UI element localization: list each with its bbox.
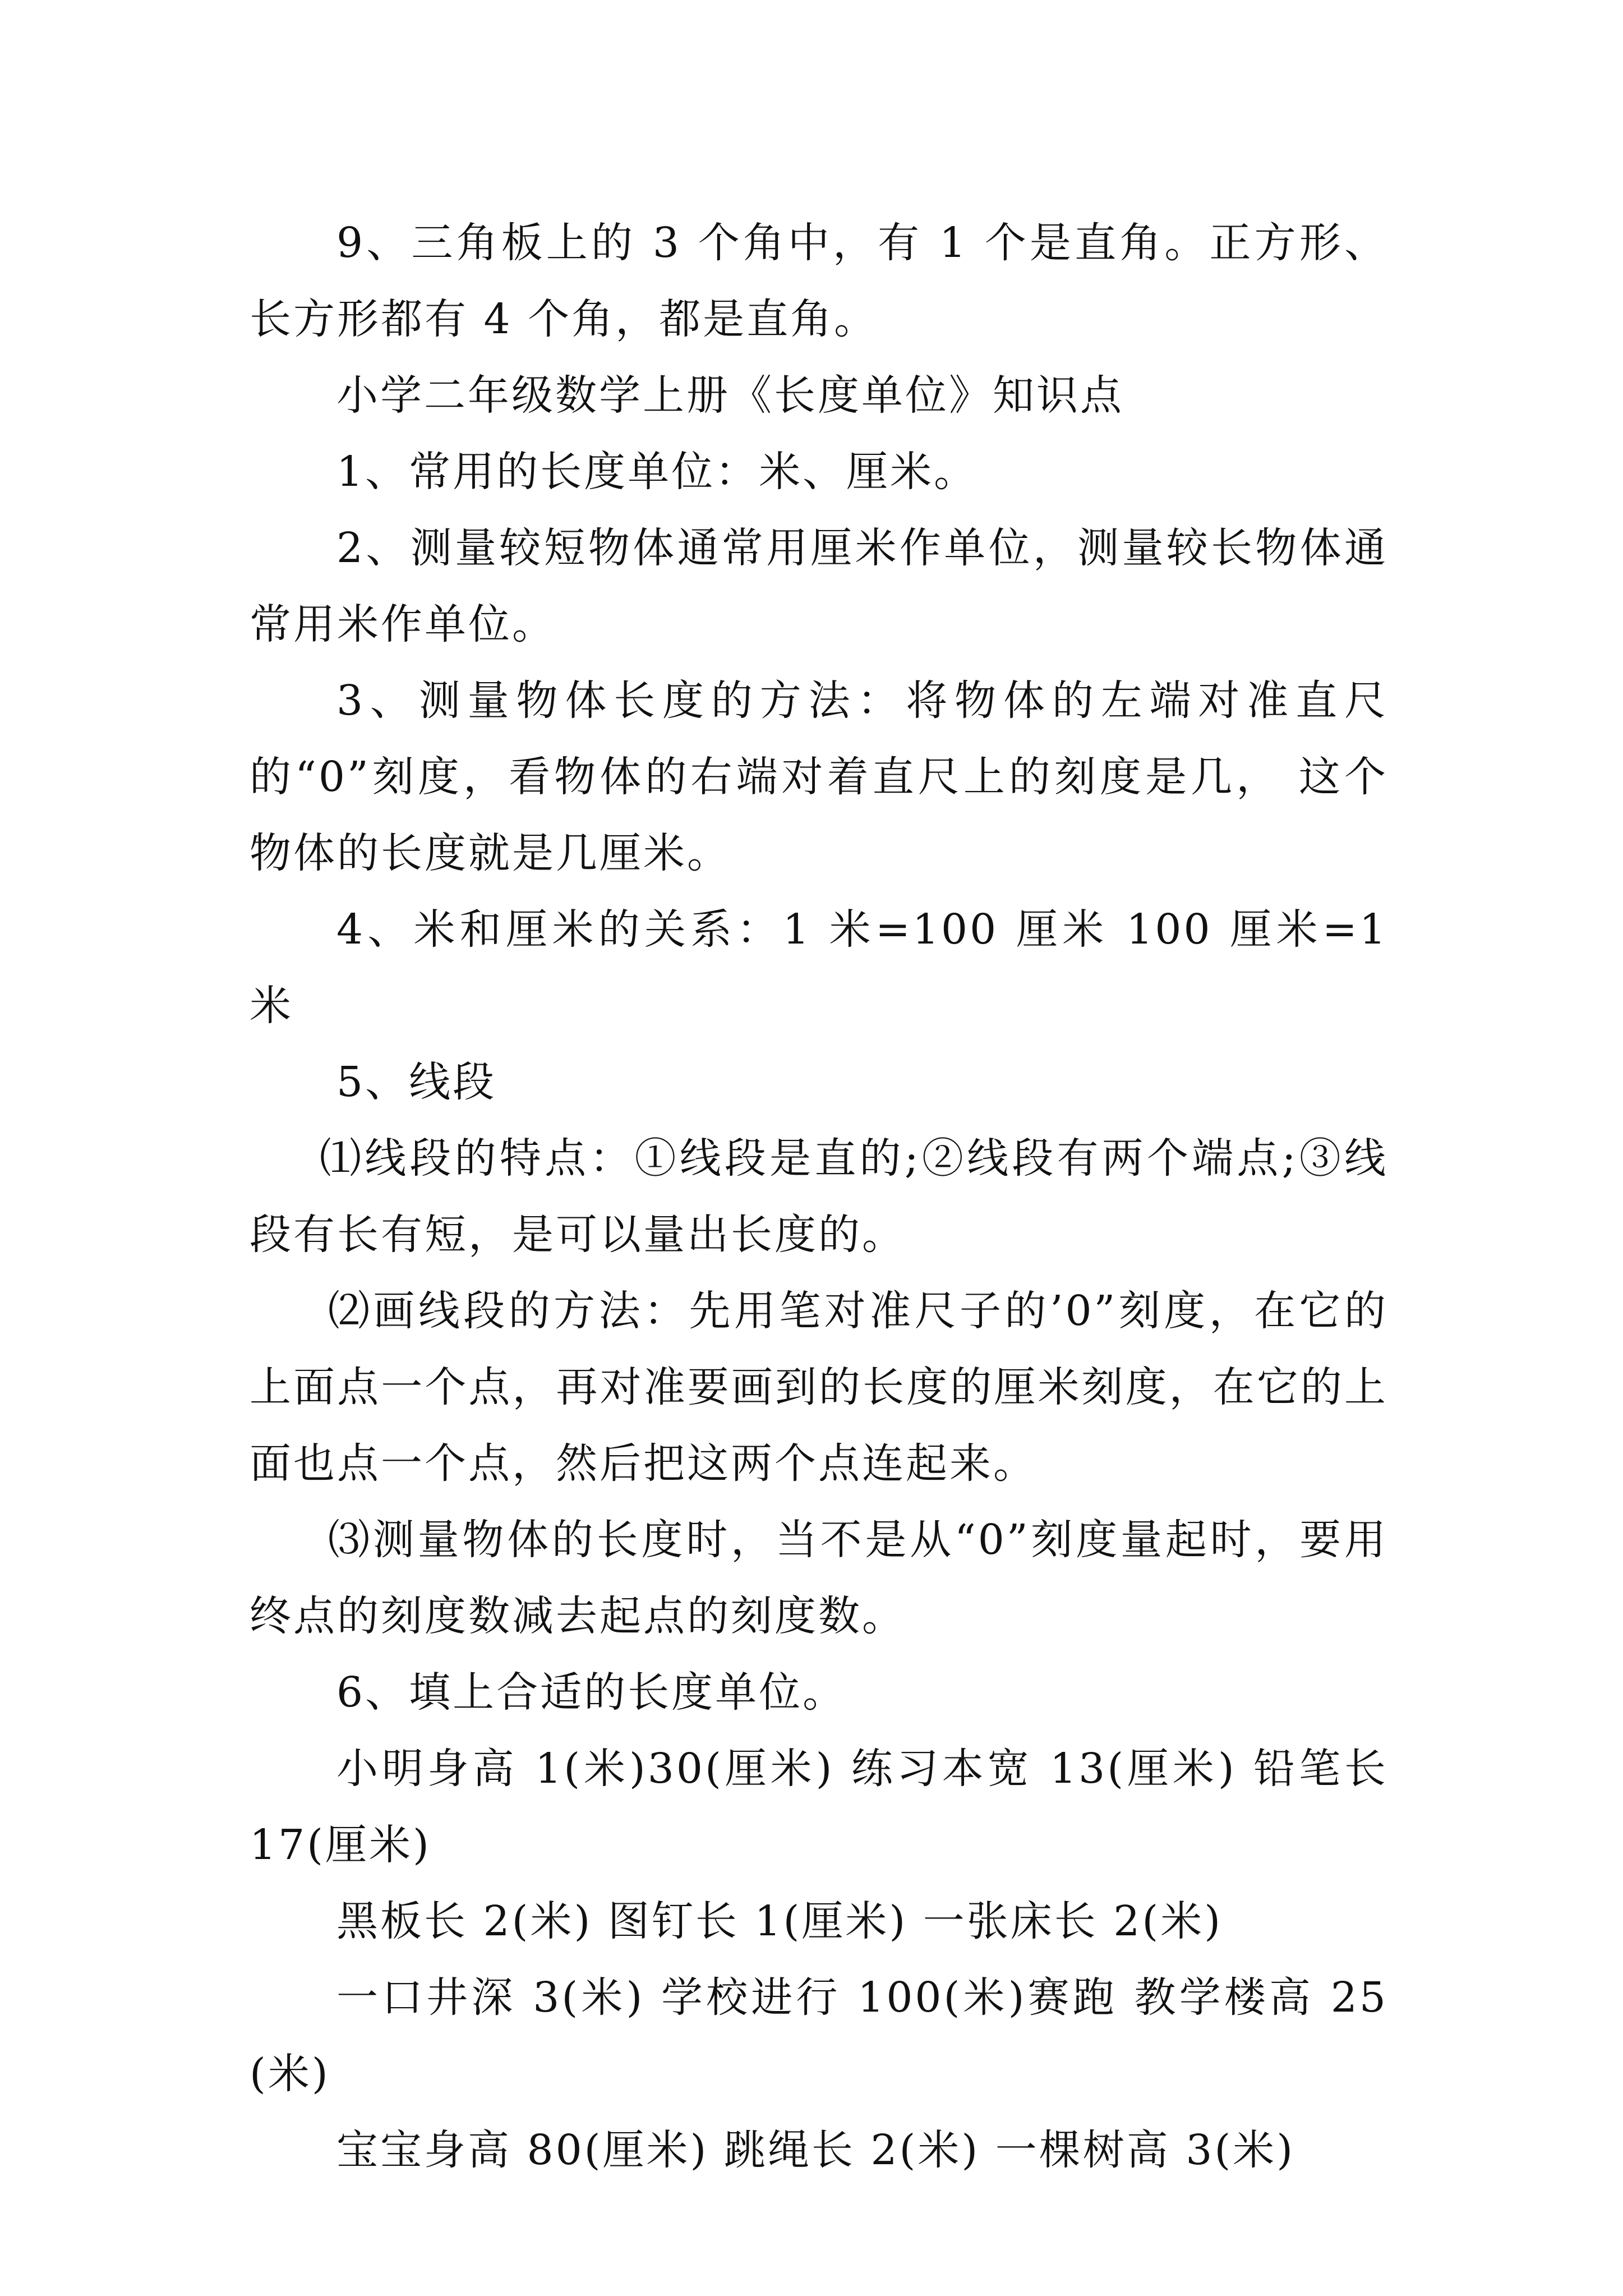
document-body <box>250 205 1388 2188</box>
paragraph-common-units: 1、常用的长度单位：米、厘米。 <box>336 448 978 496</box>
section-heading-length-units: 小学二年级数学上册《长度单位》知识点 <box>336 371 1124 420</box>
paragraph-meter-cm-relation: 4、米和厘米的关系：1 米=100 厘米 100 厘米=1 米 <box>250 905 1388 1030</box>
paragraph-line-segment-heading: 5、线段 <box>336 1058 497 1106</box>
paragraph-example-4: 宝宝身高 80(厘米) 跳绳长 2(米) 一棵树高 3(米) <box>336 2126 1295 2174</box>
paragraph-example-2: 黑板长 2(米) 图钉长 1(厘米) 一张床长 2(米) <box>336 1897 1223 1945</box>
paragraph-example-3: 一口井深 3(米) 学校进行 100(米)赛跑 教学楼高 25(米) <box>250 1973 1388 2098</box>
paragraph-segment-features: ⑴线段的特点：①线段是直的;②线段有两个端点;③线段有长有短，是可以量出长度的。 <box>250 1134 1388 1259</box>
paragraph-example-1: 小明身高 1(米)30(厘米) 练习本宽 13(厘米) 铅笔长 17(厘米) <box>250 1745 1388 1869</box>
paragraph-measure-offset: ⑶测量物体的长度时，当不是从“0”刻度量起时，要用终点的刻度数减去起点的刻度数。 <box>250 1516 1388 1640</box>
paragraph-measure-units: 2、测量较短物体通常用厘米作单位，测量较长物体通常用米作单位。 <box>250 524 1388 648</box>
paragraph-draw-segment: ⑵画线段的方法：先用笔对准尺子的’0”刻度，在它的上面点一个点，再对准要画到的长度的厘米刻度，在它的上面也点一个点，然后把这两个点连起来。 <box>250 1287 1388 1488</box>
paragraph-fill-units-heading: 6、填上合适的长度单位。 <box>336 1668 847 1717</box>
paragraph-right-angles: 9、三角板上的 3 个角中，有 1 个是直角。正方形、长方形都有 4 个角，都是直角。 <box>250 219 1388 343</box>
paragraph-measure-method: 3、测量物体长度的方法：将物体的左端对准直尺的“0”刻度，看物体的右端对着直尺上的刻度是几， 这个物体的长度就是几厘米。 <box>250 677 1388 877</box>
